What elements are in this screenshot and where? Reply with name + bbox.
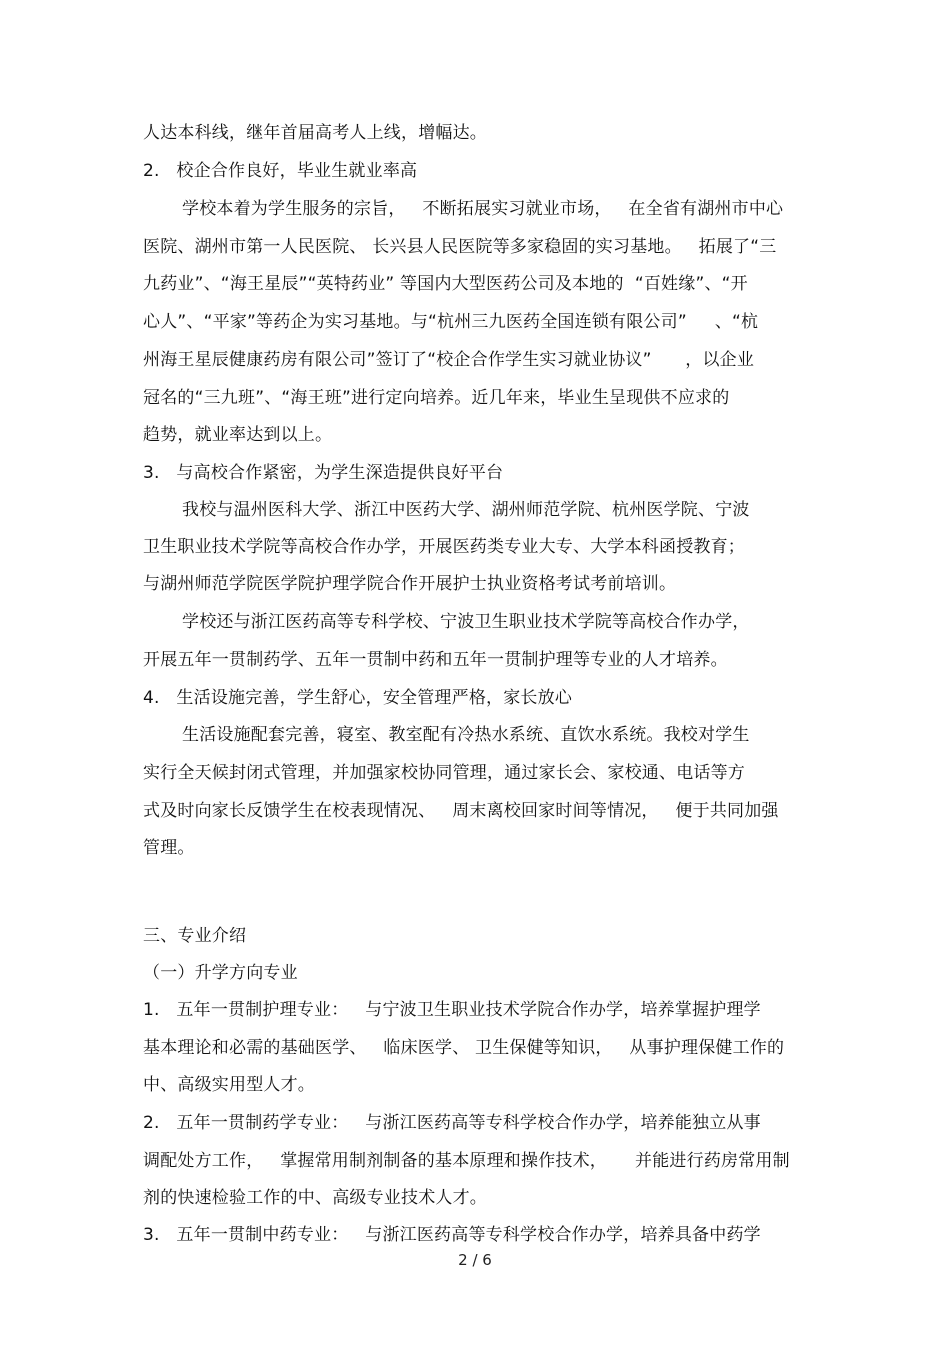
text-line: 1. 五年一贯制护理专业： 与宁波卫生职业技术学院合作办学，培养掌握护理学 bbox=[143, 1000, 761, 1020]
text-line: 卫生职业技术学院等高校合作办学，开展医药类专业大专、大学本科函授教育； bbox=[143, 537, 745, 557]
text-line: 州海王星辰健康药房有限公司”签订了“校企合作学生实习就业协议” ，以企业 bbox=[143, 350, 755, 370]
text-line: 2. 五年一贯制药学专业： 与浙江医药高等专科学校合作办学，培养能独立从事 bbox=[143, 1113, 761, 1133]
text-line: 剂的快速检验工作的中、高级专业技术人才。 bbox=[143, 1188, 487, 1208]
text-line: 趋势，就业率达到以上。 bbox=[143, 425, 333, 445]
section-heading: 2. 校企合作良好，毕业生就业率高 bbox=[143, 161, 418, 181]
text-line: 式及时向家长反馈学生在校表现情况、 周末离校回家时间等情况， 便于共同加强 bbox=[143, 801, 779, 821]
text-line: 人达本科线，继年首届高考人上线，增幅达。 bbox=[143, 123, 487, 143]
text-line: 生活设施配套完善，寝室、教室配有冷热水系统、直饮水系统。我校对学生 bbox=[182, 725, 750, 745]
section-heading: 3. 与高校合作紧密，为学生深造提供良好平台 bbox=[143, 463, 504, 483]
section-heading: 4. 生活设施完善，学生舒心，安全管理严格，家长放心 bbox=[143, 688, 573, 708]
text-line: 学校还与浙江医药高等专科学校、宁波卫生职业技术学院等高校合作办学， bbox=[182, 612, 750, 632]
text-line: 医院、湖州市第一人民医院、 长兴县人民医院等多家稳固的实习基地。 拓展了“三 bbox=[143, 237, 777, 257]
text-line: 开展五年一贯制药学、五年一贯制中药和五年一贯制护理等专业的人才培养。 bbox=[143, 650, 728, 670]
text-line: 基本理论和必需的基础医学、 临床医学、 卫生保健等知识， 从事护理保健工作的 bbox=[143, 1038, 785, 1058]
subsection-heading: （一）升学方向专业 bbox=[143, 963, 298, 983]
page-number: 2 / 6 bbox=[458, 1251, 492, 1269]
text-line: 实行全天候封闭式管理，并加强家校协同管理，通过家长会、家校通、电话等方 bbox=[143, 763, 745, 783]
text-line: 我校与温州医科大学、浙江中医药大学、湖州师范学院、杭州医学院、宁波 bbox=[182, 500, 750, 520]
text-line: 3. 五年一贯制中药专业： 与浙江医药高等专科学校合作办学，培养具备中药学 bbox=[143, 1225, 761, 1245]
text-line: 心人”、“平家”等药企为实习基地。与“杭州三九医药全国连锁有限公司” 、“杭 bbox=[143, 312, 759, 332]
text-line: 与湖州师范学院医学院护理学院合作开展护士执业资格考试考前培训。 bbox=[143, 574, 677, 594]
text-line: 管理。 bbox=[143, 838, 195, 858]
chapter-heading: 三、专业介绍 bbox=[143, 926, 247, 946]
text-line: 中、高级实用型人才。 bbox=[143, 1075, 315, 1095]
text-line: 九药业”、“海王星辰”“英特药业” 等国内大型医药公司及本地的 “百姓缘”、“开 bbox=[143, 274, 748, 294]
text-line: 学校本着为学生服务的宗旨， 不断拓展实习就业市场， 在全省有湖州市中心 bbox=[182, 199, 784, 219]
text-line: 调配处方工作， 掌握常用制剂制备的基本原理和操作技术， 并能进行药房常用制 bbox=[143, 1151, 790, 1171]
text-line: 冠名的“三九班”、“海王班”进行定向培养。近几年来，毕业生呈现供不应求的 bbox=[143, 388, 730, 408]
